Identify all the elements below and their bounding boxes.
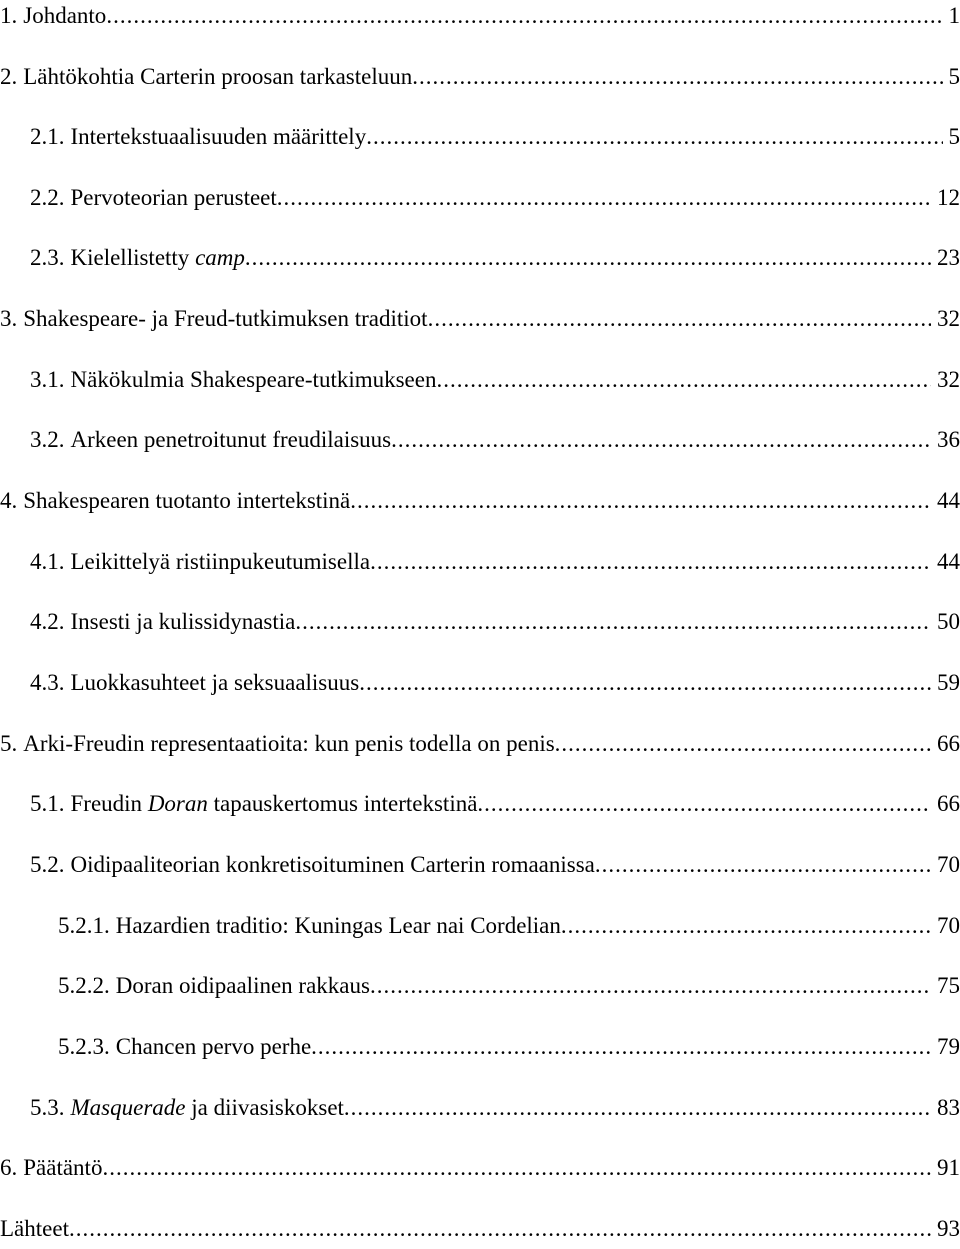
toc-entry-title: Hazardien traditio: Kuningas Lear nai Cordelian bbox=[115, 913, 561, 938]
toc-entry-title: Arkeen penetroitunut freudilaisuus bbox=[70, 427, 392, 452]
dot-leader bbox=[595, 849, 931, 881]
dot-leader bbox=[245, 242, 931, 274]
toc-entry[interactable] bbox=[30, 364, 960, 396]
toc-entry-page: 70 bbox=[937, 852, 960, 877]
toc-entry[interactable] bbox=[0, 485, 960, 517]
toc-entry-page: 32 bbox=[937, 306, 960, 331]
toc-entry-title: Lähteet bbox=[0, 1216, 69, 1241]
toc-entry-title: Leikittelyä ristiinpukeutumisella bbox=[70, 549, 371, 574]
toc-entry-title: Näkökulmia Shakespeare-tutkimukseen bbox=[70, 367, 437, 392]
toc-entry-number: 2. bbox=[0, 64, 18, 89]
toc-entry-page: 36 bbox=[937, 427, 960, 452]
toc-entry-number: 5.2.1. bbox=[58, 913, 110, 938]
toc-entry[interactable] bbox=[0, 1213, 960, 1245]
toc-entry-title: Chancen pervo perhe bbox=[115, 1034, 312, 1059]
toc-entry[interactable] bbox=[30, 121, 960, 153]
toc-entry-page: 44 bbox=[937, 549, 960, 574]
toc-entry-number: 5. bbox=[0, 731, 18, 756]
toc-entry-number: 1. bbox=[0, 3, 18, 28]
dot-leader bbox=[370, 546, 931, 578]
toc-entry[interactable] bbox=[58, 910, 960, 942]
dot-leader bbox=[366, 121, 942, 153]
toc-entry[interactable] bbox=[0, 1152, 960, 1184]
toc-entry-title: Shakespearen tuotanto intertekstinä bbox=[23, 488, 351, 513]
toc-entry-number: 5.1. bbox=[30, 791, 65, 816]
toc-entry-number: 3.2. bbox=[30, 427, 65, 452]
toc-entry[interactable] bbox=[30, 546, 960, 578]
dot-leader bbox=[391, 424, 931, 456]
toc-entry[interactable] bbox=[30, 1092, 960, 1124]
toc-entry-number: 3.1. bbox=[30, 367, 65, 392]
toc-entry-number: 6. bbox=[0, 1155, 18, 1180]
dot-leader bbox=[277, 182, 931, 214]
dot-leader bbox=[561, 910, 931, 942]
toc-entry-page: 66 bbox=[937, 731, 960, 756]
toc-entry-title: Oidipaaliteorian konkretisoituminen Carterin romaanissa bbox=[70, 852, 595, 877]
toc-entry[interactable] bbox=[30, 667, 960, 699]
dot-leader bbox=[350, 485, 931, 517]
toc-entry-number: 3. bbox=[0, 306, 18, 331]
dot-leader bbox=[359, 667, 931, 699]
toc-entry[interactable] bbox=[30, 242, 960, 274]
toc-entry-page: 1 bbox=[948, 3, 960, 28]
toc-entry-page: 75 bbox=[937, 973, 960, 998]
toc-entry[interactable] bbox=[0, 61, 960, 93]
toc-entry-title: Insesti ja kulissidynastia bbox=[70, 609, 296, 634]
toc-entry-page: 5 bbox=[948, 64, 960, 89]
toc-entry-number: 5.2.3. bbox=[58, 1034, 110, 1059]
toc-entry[interactable] bbox=[0, 0, 960, 32]
toc-entry-page: 59 bbox=[937, 670, 960, 695]
toc-entry-number: 2.1. bbox=[30, 124, 65, 149]
dot-leader bbox=[295, 606, 931, 638]
toc-entry-page: 32 bbox=[937, 367, 960, 392]
toc-entry-title: Arki-Freudin representaatioita: kun penis todella on penis bbox=[23, 731, 555, 756]
toc-entry-number: 4.1. bbox=[30, 549, 65, 574]
toc-entry-title: Pervoteorian perusteet bbox=[70, 185, 277, 210]
toc-entry-page: 23 bbox=[937, 245, 960, 270]
toc-entry-title: Intertekstuaalisuuden määrittely bbox=[70, 124, 367, 149]
dot-leader bbox=[69, 1213, 931, 1245]
toc-entry-page: 79 bbox=[937, 1034, 960, 1059]
toc-entry-page: 44 bbox=[937, 488, 960, 513]
dot-leader bbox=[370, 970, 931, 1002]
toc-entry-number: 2.2. bbox=[30, 185, 65, 210]
toc-entry[interactable] bbox=[58, 970, 960, 1002]
dot-leader bbox=[344, 1092, 931, 1124]
toc-entry-title: Luokkasuhteet ja seksuaalisuus bbox=[70, 670, 360, 695]
toc-entry-number: 5.2. bbox=[30, 852, 65, 877]
toc-entry-page: 66 bbox=[937, 791, 960, 816]
toc-entry-title: Kielellistetty camp bbox=[70, 245, 245, 270]
dot-leader bbox=[412, 61, 942, 93]
toc-entry-title: Lähtökohtia Carterin proosan tarkasteluun bbox=[23, 64, 413, 89]
toc-entry[interactable] bbox=[0, 728, 960, 760]
toc-entry-page: 5 bbox=[948, 124, 960, 149]
toc-entry-number: 2.3. bbox=[30, 245, 65, 270]
toc-entry-page: 93 bbox=[937, 1216, 960, 1241]
dot-leader bbox=[436, 364, 931, 396]
toc-entry-page: 83 bbox=[937, 1095, 960, 1120]
toc-entry-page: 91 bbox=[937, 1155, 960, 1180]
toc-entry-number: 5.3. bbox=[30, 1095, 65, 1120]
toc-entry[interactable] bbox=[30, 424, 960, 456]
toc-entry-title: Doran oidipaalinen rakkaus bbox=[115, 973, 370, 998]
dot-leader bbox=[477, 788, 931, 820]
toc-entry[interactable] bbox=[0, 303, 960, 335]
dot-leader bbox=[311, 1031, 931, 1063]
toc-entry[interactable] bbox=[30, 788, 960, 820]
toc-entry-title: Johdanto bbox=[23, 3, 107, 28]
toc-entry-title: Freudin Doran tapauskertomus intertekstinä bbox=[70, 791, 478, 816]
toc-entry[interactable] bbox=[30, 182, 960, 214]
toc-entry-number: 4.2. bbox=[30, 609, 65, 634]
toc-entry-title: Päätäntö bbox=[23, 1155, 103, 1180]
toc-entry-number: 4.3. bbox=[30, 670, 65, 695]
toc-entry-number: 4. bbox=[0, 488, 18, 513]
toc-entry[interactable] bbox=[58, 1031, 960, 1063]
dot-leader bbox=[428, 303, 931, 335]
dot-leader bbox=[106, 0, 942, 32]
toc-entry-title: Masquerade ja diivasiskokset bbox=[70, 1095, 344, 1120]
toc-entry-page: 12 bbox=[937, 185, 960, 210]
dot-leader bbox=[102, 1152, 931, 1184]
toc-entry[interactable] bbox=[30, 606, 960, 638]
toc-entry-page: 70 bbox=[937, 913, 960, 938]
toc-entry-title: Shakespeare- ja Freud-tutkimuksen traditiot bbox=[23, 306, 428, 331]
toc-entry-page: 50 bbox=[937, 609, 960, 634]
toc-entry[interactable] bbox=[30, 849, 960, 881]
toc-entry-number: 5.2.2. bbox=[58, 973, 110, 998]
dot-leader bbox=[555, 728, 931, 760]
